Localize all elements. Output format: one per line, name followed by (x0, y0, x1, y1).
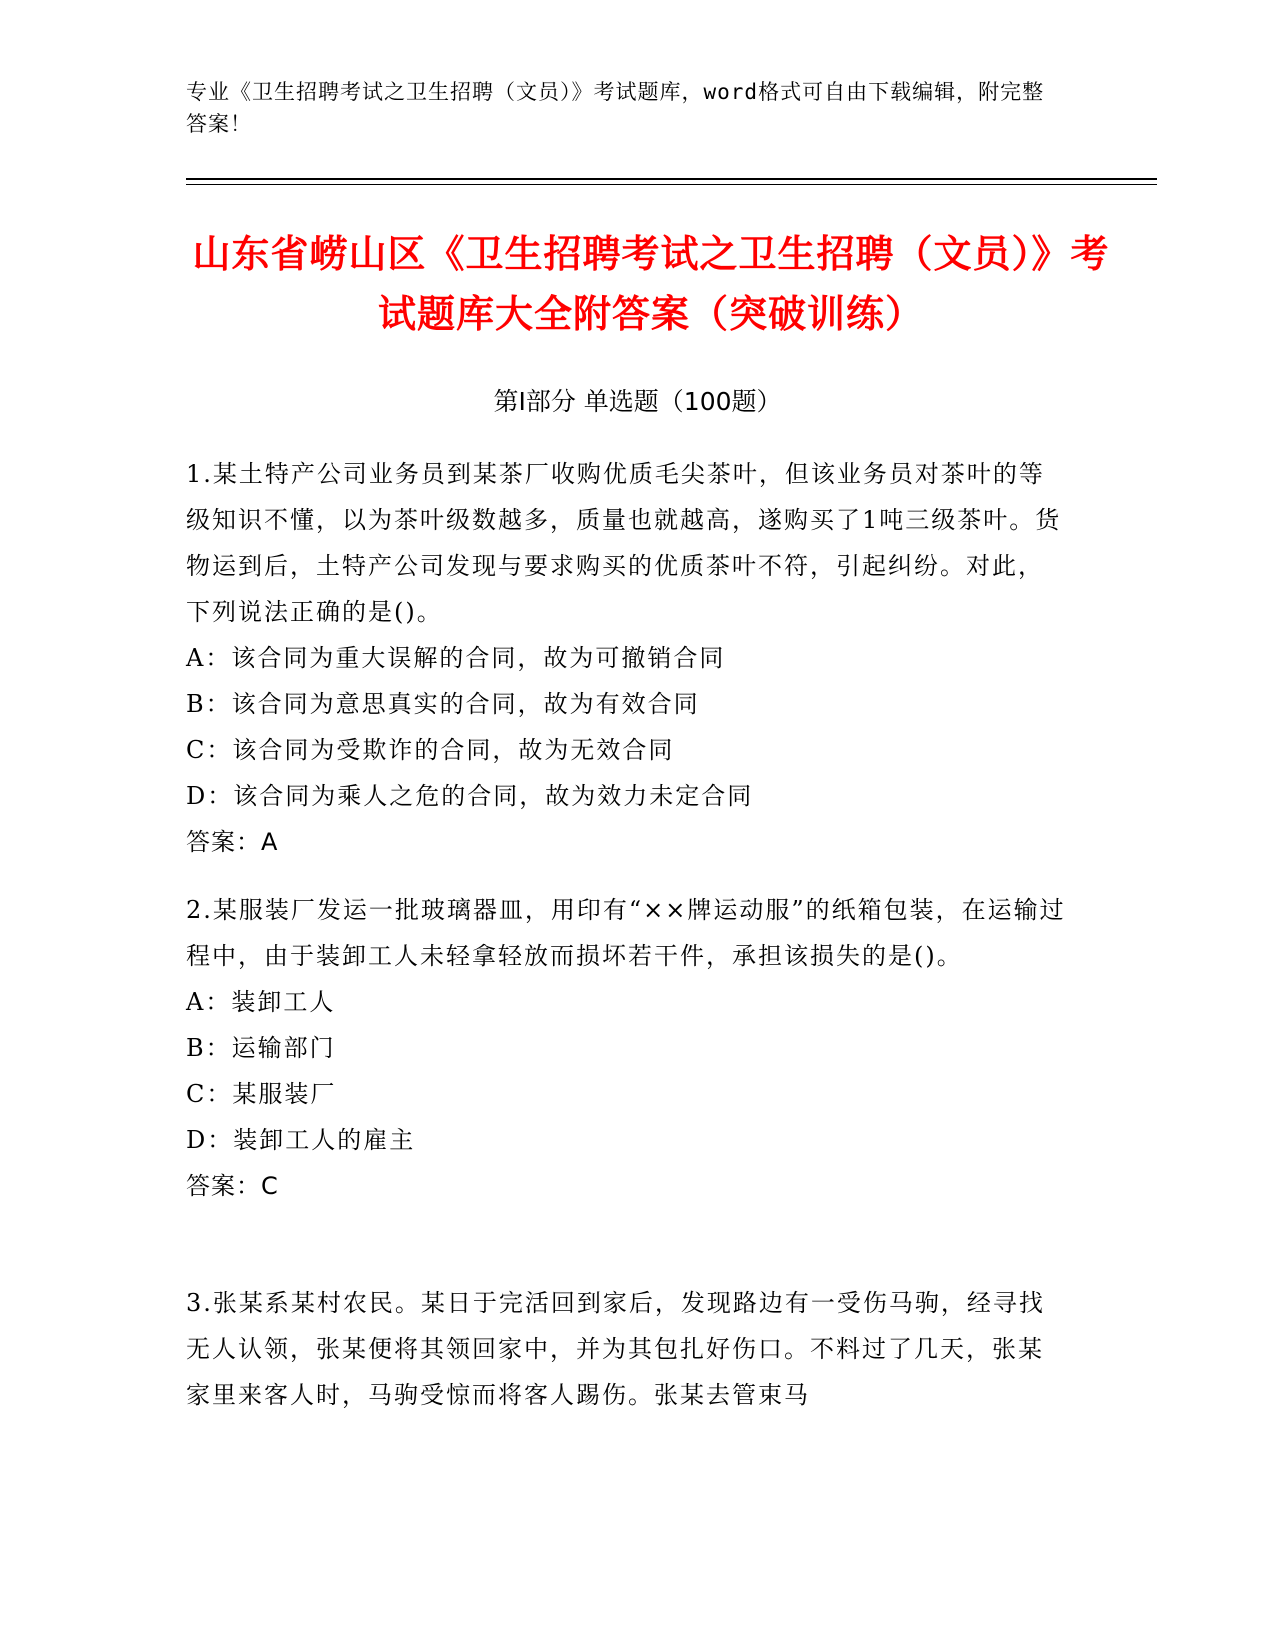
option-b: B：运输部门 (186, 1034, 336, 1062)
question-2 (186, 887, 1066, 1209)
section-heading: 第Ⅰ部分 单选题（100题） (493, 387, 782, 416)
question-stem: 2.某服装厂发运一批玻璃器皿，用印有“××牌运动服”的纸箱包装，在运输过程中，由于装卸工人未轻拿轻放而损坏若干件，承担该损失的是()。 (186, 896, 1066, 970)
option-b: B：该合同为意思真实的合同，故为有效合同 (186, 690, 700, 718)
document-title: 山东省崂山区《卫生招聘考试之卫生招聘（文员）》考试题库大全附答案（突破训练） (192, 232, 1110, 336)
question-stem: 3.张某系某村农民。某日于完活回到家后，发现路边有一受伤马驹，经寻找无人认领，张某便将其领回家中，并为其包扎好伤口。不料过了几天，张某家里来客人时，马驹受惊而将客人踢伤。张某去管束马 (186, 1289, 1045, 1409)
header-divider-thick (186, 178, 1157, 180)
header-note: 专业《卫生招聘考试之卫生招聘（文员）》考试题库，word格式可自由下载编辑，附完整答案！ (186, 80, 1045, 136)
question-3 (186, 1280, 1066, 1418)
option-c: C：某服装厂 (186, 1080, 337, 1108)
option-d: D：装卸工人的雇主 (186, 1126, 416, 1154)
question-stem: 1.某土特产公司业务员到某茶厂收购优质毛尖茶叶，但该业务员对茶叶的等级知识不懂，以为茶叶级数越多，质量也就越高，遂购买了1吨三级茶叶。货物运到后，土特产公司发现与要求购买的优质茶叶不符，引起纠纷。对此，下列说法正确的是()。 (186, 460, 1062, 626)
answer: 答案：C (186, 1172, 279, 1200)
answer: 答案：A (186, 828, 279, 856)
option-d: D：该合同为乘人之危的合同，故为效力未定合同 (186, 782, 754, 810)
header-divider-thin (186, 184, 1157, 185)
option-a: A：该合同为重大误解的合同，故为可撤销合同 (186, 644, 726, 672)
option-a: A：装卸工人 (186, 988, 336, 1016)
question-1 (186, 451, 1066, 865)
option-c: C：该合同为受欺诈的合同，故为无效合同 (186, 736, 675, 764)
